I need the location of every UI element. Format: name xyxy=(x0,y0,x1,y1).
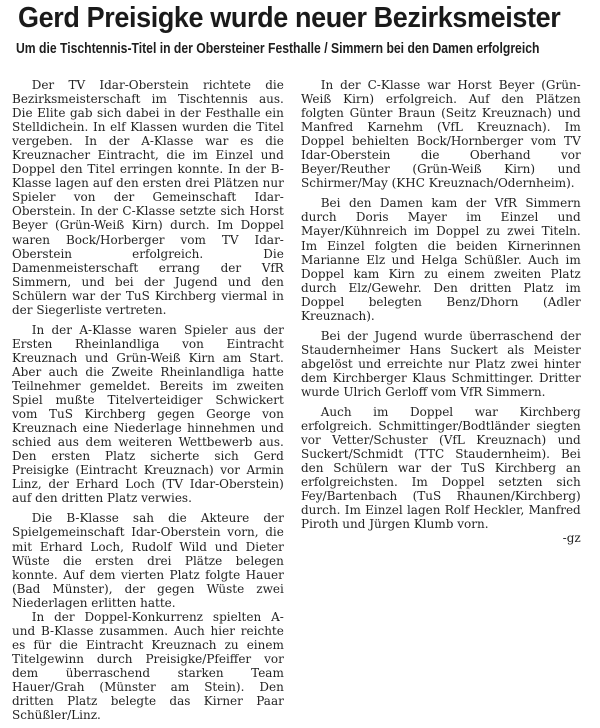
paragraph: Bei den Damen kam der VfR Simmern durch Doris Mayer im Einzel und Mayer/Kühnreich im Doppel zu zwei Titeln. Im Einzel folgten die beiden Kirnerinnen Marianne Elz und Helga Schüßler. Auch im Doppel kam Kirn zu einem zweiten Platz durch Elz/Gewehr. Den dritten Platz im Doppel belegten Benz/Dhorn (Adler Kreuznach). xyxy=(301,196,581,323)
paragraph: Bei der Jugend wurde überraschend der Staudernheimer Hans Suckert als Meister abgelöst und erreichte nur Platz zwei hinter dem Kirchberger Klaus Schmittinger. Dritter wurde Ulrich Gerloff vom VfR Simmern. xyxy=(301,328,581,399)
author-signature: -gz xyxy=(562,531,581,546)
right-column xyxy=(301,78,581,546)
paragraph: Der TV Idar-Oberstein richtete die Bezirksmeisterschaft im Tischtennis aus. Die Elite gab sich dabei in der Festhalle ein Stelldichein. In elf Klassen wurden die Titel vergeben. In der A-Klasse war es die Kreuznacher Eintracht, die im Einzel und Doppel den Titel erringen konnte. In der B-Klasse lagen auf den ersten drei Plätzen nur Spieler von der Gemeinschaft Idar-Oberstein. In der C-Klasse setzte sich Horst Beyer (Grün-Weiß Kirn) durch. Im Doppel waren Bock/Horberger vom TV Idar-Oberstein erfolgreich. Die Damenmeisterschaft errang der VfR Simmern, und bei der Jugend und den Schülern war der TuS Kirchberg viermal in der Siegerliste vertreten. xyxy=(12,78,284,317)
article-headline: Gerd Preisigke wurde neuer Bezirksmeister xyxy=(18,2,561,34)
paragraph: In der C-Klasse war Horst Beyer (Grün-Weiß Kirn) erfolgreich. Auf den Plätzen folgten Günter Braun (Seitz Kreuznach) und Manfred Karnehm (VfL Kreuznach). Im Doppel behielten Bock/Hornberger vom TV Idar-Oberstein die Oberhand vor Beyer/Reuther (Grün-Weiß Kirn) und Schirmer/May (KHC Kreuznach/Odernheim). xyxy=(301,78,581,191)
paragraph: Die B-Klasse sah die Akteure der Spielgemeinschaft Idar-Oberstein vorn, die mit Erhard Loch, Rudolf Wild und Dieter Wüste die ersten drei Plätze belegen konnte. Auf dem vierten Platz folgte Hauer (Bad Münster), der gegen Wüste zwei Niederlagen erlitten hatte. xyxy=(12,511,284,610)
article-subheadline: Um die Tischtennis-Titel in der Obersteiner Festhalle / Simmern bei den Damen erfolgreich xyxy=(16,41,540,57)
left-column xyxy=(12,78,284,728)
paragraph: Auch im Doppel war Kirchberg erfolgreich. Schmittinger/Bodtländer siegten vor Vetter/Schuster (VfL Kreuznach) und Suckert/Schmidt (TTC Staudernheim). Bei den Schülern war der TuS Kirchberg an erfolgreichsten. Im Doppel setzten sich Fey/Bartenbach (TuS Rhaunen/Kirchberg) durch. Im Einzel lagen Rolf Heckler, Manfred Piroth und Jürgen Klumb vorn. xyxy=(301,405,581,532)
paragraph: In der Doppel-Konkurrenz spielten A- und B-Klasse zusammen. Auch hier reichte es für die Eintracht Kreuznach zu einem Titelgewinn durch Preisigke/Pfeiffer vor dem überraschend starken Team Hauer/Grah (Münster am Stein). Den dritten Platz belegte das Kirner Paar Schüßler/Linz. xyxy=(12,609,284,723)
paragraph: In der A-Klasse waren Spieler aus der Ersten Rheinlandliga von Eintracht Kreuznach und Grün-Weiß Kirn am Start. Aber auch die Zweite Rheinlandliga hatte Teilnehmer gemeldet. Bereits im zweiten Spiel mußte Titelverteidiger Schwickert vom TuS Kirchberg gegen George von Kreuznach eine Niederlage hinnehmen und schied aus dem weiteren Wettbewerb aus. Den ersten Platz sicherte sich Gerd Preisigke (Eintracht Kreuznach) vor Armin Linz, der Erhard Loch (TV Idar-Oberstein) auf den dritten Platz verwies. xyxy=(12,322,284,506)
